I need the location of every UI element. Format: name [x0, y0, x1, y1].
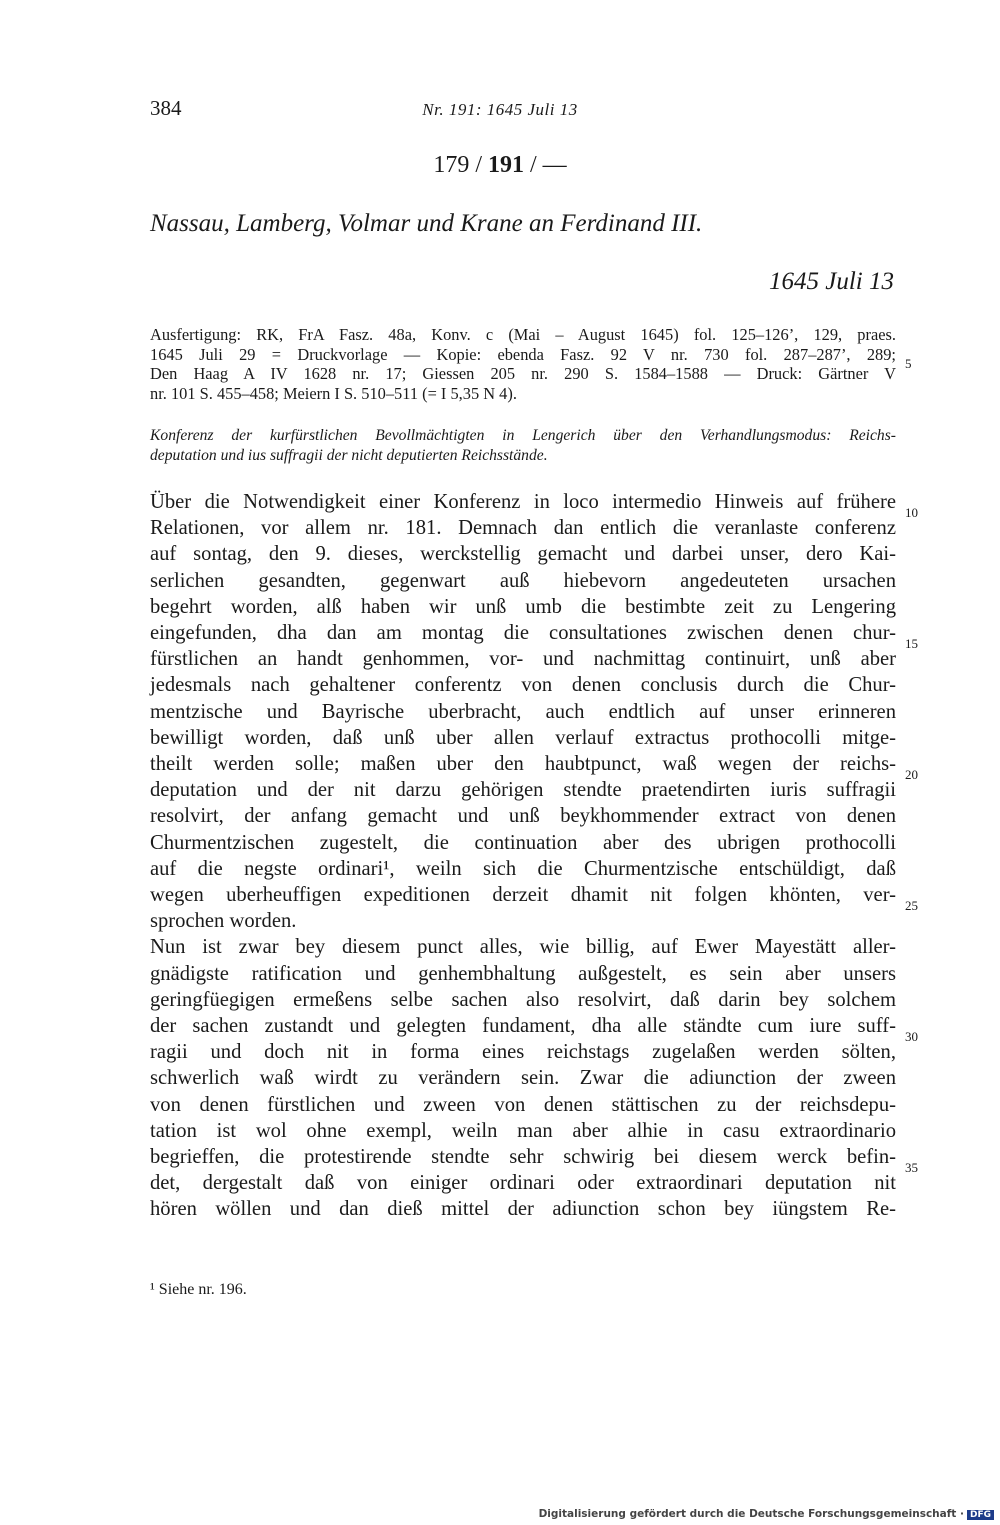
text-line: sprochen worden.: [150, 910, 297, 933]
text-line: theilt werden solle; maßen uber den haubtpunct, waß wegen der reichs-: [150, 753, 896, 776]
text-line: ragii und doch nit in forma eines reichstags zugelaßen werden sölten,: [150, 1041, 896, 1064]
source-line: Ausfertigung: RK, FrA Fasz. 48a, Konv. c (Mai – August 1645) fol. 125–126’, 129, praes.: [150, 325, 896, 344]
text-line: wegen uberheuffigen expeditionen derzeit dhamit nit folgen khönten, ver-: [150, 884, 896, 907]
page-number: 384: [150, 96, 182, 120]
text-line: deputation und der nit darzu gehörigen stendte praetendirten iuris suffragii: [150, 779, 896, 802]
text-line: det, dergestalt daß von einiger ordinari oder extraordinari deputation nit: [150, 1172, 896, 1195]
text-line: begehrt worden, alß haben wir unß umb die bestimbte zeit zu Lengering: [150, 595, 896, 618]
dfg-logo: DFG: [967, 1510, 994, 1520]
text-line: der sachen zustandt und gelegten fundament, dha alle ständte cum iure suff-: [150, 1015, 896, 1038]
text-line: Nun ist zwar bey diesem punct alles, wie billig, auf Ewer Mayestätt aller-: [150, 936, 896, 959]
source-apparatus: [150, 325, 896, 403]
text-line: schwerlich waß wirdt zu verändern sein. Zwar die adiunction der zween: [150, 1067, 896, 1090]
text-line: eingefunden, dha dan am montag die consultationes zwischen denen chur-: [150, 622, 896, 645]
document-number-main: 191: [488, 152, 524, 178]
source-line: nr. 101 S. 455–458; Meiern I S. 510–511 (= I 5,35 N 4).: [150, 383, 517, 403]
document-date: 1645 Juli 13: [769, 268, 894, 295]
text-line: von denen fürstlichen und zween von denen stättischen zu der reichsdepu-: [150, 1093, 896, 1116]
summary-line: Konferenz der kurfürstlichen Bevollmächtigten in Lengerich über den Verhandlungsmodus: Reichs-: [150, 427, 896, 444]
document-number-suffix: / —: [524, 152, 567, 178]
text-line: auf die negste ordinari¹, weiln sich die Churmentzische entschüldigt, daß: [150, 857, 896, 880]
line-number: 15: [905, 636, 918, 651]
footnote: ¹ Siehe nr. 196.: [150, 1281, 247, 1298]
text-line: jedesmals nach gehaltener conferentz von denen conclusis durch die Chur-: [150, 674, 896, 697]
line-number: 30: [905, 1029, 918, 1044]
text-line: bewilligt worden, daß unß uber allen verlauf extractus prothocolli mitge-: [150, 726, 896, 749]
source-line: Den Haag A IV 1628 nr. 17; Giessen 205 nr. 290 S. 1584–1588 — Druck: Gärtner V: [150, 364, 896, 384]
text-line: hören wöllen und dan dieß mittel der adiunction schon bey iüngstem Re-: [150, 1198, 896, 1221]
document-number-prefix: 179 /: [433, 152, 488, 178]
line-number: 20: [905, 767, 918, 782]
document-title: Nassau, Lamberg, Volmar und Krane an Ferdinand III.: [150, 210, 703, 237]
credit-text: Digitalisierung gefördert durch die Deutsche Forschungsgemeinschaft ·: [538, 1508, 964, 1520]
main-text: [150, 489, 896, 1223]
text-line: tation ist wol ohne exempl, weiln man aber alhie in casu extraordinario: [150, 1119, 896, 1142]
line-number: 10: [905, 505, 918, 520]
summary-line: deputation und ius suffragii der nicht deputierten Reichsstände.: [150, 447, 548, 464]
text-line: mentzische und Bayrische uberbracht, auch endtlich auf unser erinneren: [150, 700, 896, 723]
line-number: 25: [905, 898, 918, 913]
text-line: geringfüegigen ermeßens selbe sachen also resolvirt, daß darin bey solchem: [150, 988, 896, 1011]
document-number: [0, 152, 1000, 179]
text-line: gnädigste ratification und genhembhaltung außgestelt, es sein aber unsers: [150, 962, 896, 985]
text-line: fürstlichen an handt genhommen, vor- und nachmittag continuirt, unß aber: [150, 648, 896, 671]
digitization-credit: [539, 1508, 994, 1520]
text-line: Churmentzischen zugestelt, die continuation aber des ubrigen prothocolli: [150, 831, 896, 854]
source-line: 1645 Juli 29 = Druckvorlage — Kopie: ebenda Fasz. 92 V nr. 730 fol. 287–287’, 289;: [150, 344, 896, 364]
text-line: auf sontag, den 9. dieses, werckstellig gemacht und darbei unser, dero Kai-: [150, 543, 896, 566]
text-line: Über die Notwendigkeit einer Konferenz in loco intermedio Hinweis auf frühere: [150, 491, 896, 513]
line-number: 5: [905, 356, 912, 371]
running-title: Nr. 191: 1645 Juli 13: [422, 100, 578, 119]
line-number: 35: [905, 1160, 918, 1175]
document-summary: [150, 426, 896, 466]
text-line: resolvirt, der anfang gemacht und unß beykhommender extract von denen: [150, 805, 896, 828]
text-line: serlichen gesandten, gegenwart auß hiebevorn angedeuteten ursachen: [150, 569, 896, 592]
text-line: Relationen, vor allem nr. 181. Demnach dan entlich die veranlaste conferenz: [150, 517, 896, 540]
text-line: begrieffen, die protestirende stendte sehr schwirig bei diesem werck befin-: [150, 1146, 896, 1169]
